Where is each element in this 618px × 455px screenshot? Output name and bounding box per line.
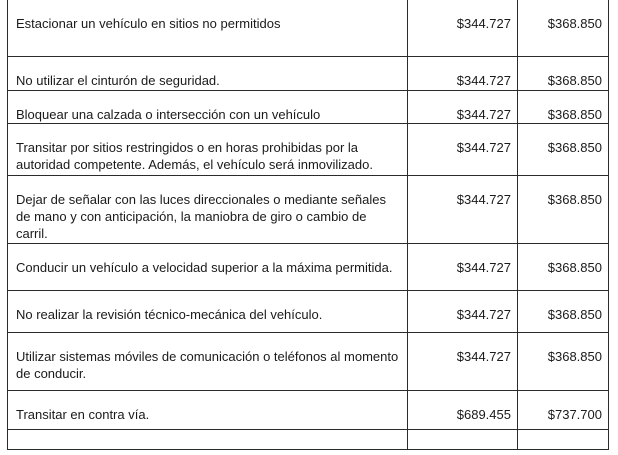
fine-amount-second: $368.850	[518, 91, 609, 124]
fine-amount-second: $368.850	[518, 176, 609, 244]
fine-amount-second: $368.850	[518, 124, 609, 176]
table-row	[8, 244, 609, 291]
fine-amount-second: $368.850	[518, 0, 609, 57]
table-row	[8, 333, 609, 391]
infraction-description: Estacionar un vehículo en sitios no permitidos	[8, 0, 408, 57]
table-row	[8, 430, 609, 450]
empty-cell	[518, 430, 609, 450]
fine-amount-first: $344.727	[408, 176, 518, 244]
infraction-description: Bloquear una calzada o intersección con un vehículo	[8, 91, 408, 124]
infraction-description: Transitar por sitios restringidos o en horas prohibidas por la autoridad competente. Además, el vehículo será inmovilizado.	[8, 124, 408, 176]
infraction-description: No utilizar el cinturón de seguridad.	[8, 57, 408, 91]
infraction-description: Transitar en contra vía.	[8, 391, 408, 430]
infraction-description: No realizar la revisión técnico-mecánica del vehículo.	[8, 291, 408, 333]
fine-amount-first: $344.727	[408, 291, 518, 333]
fines-table	[7, 0, 609, 450]
fine-amount-first: $344.727	[408, 124, 518, 176]
empty-cell	[8, 430, 408, 450]
fine-amount-first: $344.727	[408, 91, 518, 124]
fine-amount-first: $344.727	[408, 244, 518, 291]
empty-cell	[408, 430, 518, 450]
fine-amount-second: $368.850	[518, 244, 609, 291]
fine-amount-second: $368.850	[518, 291, 609, 333]
table-row	[8, 0, 609, 57]
table-row	[8, 91, 609, 124]
fine-amount-second: $737.700	[518, 391, 609, 430]
table-row	[8, 176, 609, 244]
fine-amount-first: $344.727	[408, 57, 518, 91]
fine-amount-first: $689.455	[408, 391, 518, 430]
fine-amount-first: $344.727	[408, 0, 518, 57]
infraction-description: Dejar de señalar con las luces direccionales o mediante señales de mano y con anticipación, la maniobra de giro o cambio de carril.	[8, 176, 408, 244]
table-row	[8, 291, 609, 333]
table-row	[8, 391, 609, 430]
fine-amount-second: $368.850	[518, 333, 609, 391]
fine-amount-second: $368.850	[518, 57, 609, 91]
table-row	[8, 57, 609, 91]
table-row	[8, 124, 609, 176]
infraction-description: Conducir un vehículo a velocidad superior a la máxima permitida.	[8, 244, 408, 291]
fine-amount-first: $344.727	[408, 333, 518, 391]
infraction-description: Utilizar sistemas móviles de comunicación o teléfonos al momento de conducir.	[8, 333, 408, 391]
